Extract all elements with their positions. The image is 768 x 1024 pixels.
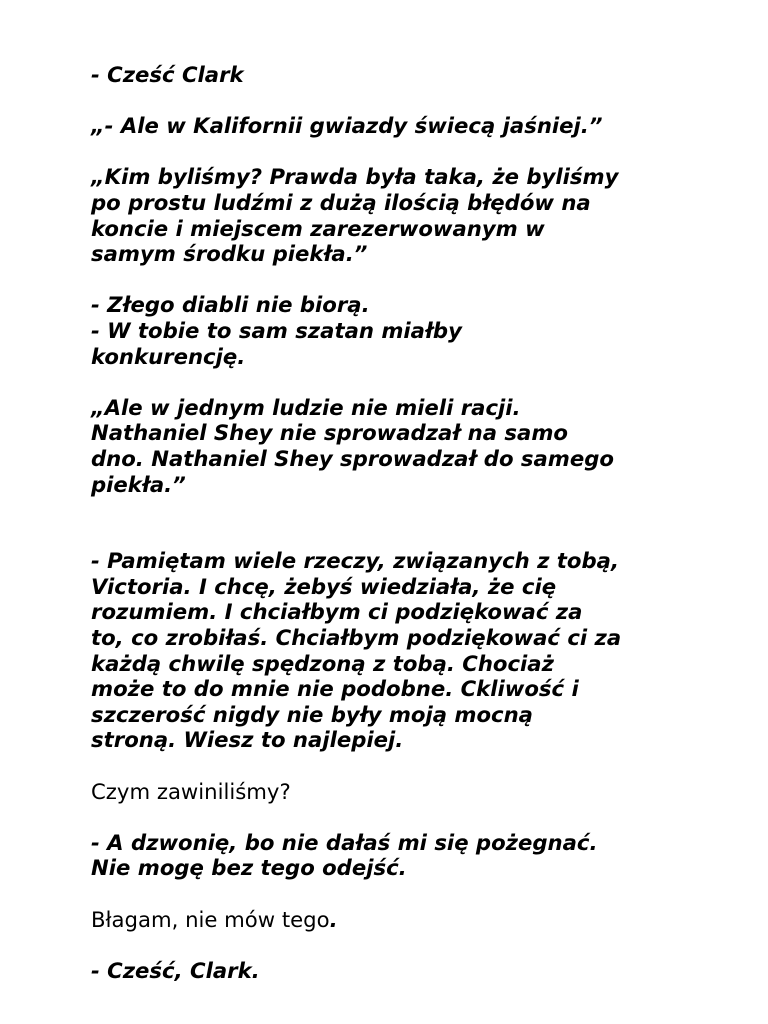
text-line: - Cześć Clark: [91, 62, 244, 87]
blank-line: [91, 523, 691, 549]
text-line: „Ale w jednym ludzie nie mieli racji.: [91, 394, 521, 420]
text-line: szczerość nigdy nie były moją mocną: [91, 701, 533, 727]
text-line: rozumiem. I chciałbym ci podziękować za: [91, 599, 583, 625]
blank-line: [91, 369, 691, 395]
text-line: dno. Nathaniel Shey sprowadzał do samego: [91, 445, 614, 471]
text-line: Victoria. I chcę, żebyś wiedziała, że cię: [91, 573, 557, 599]
text-run: Błagam, nie mów tego: [91, 906, 330, 932]
text-line: po prostu ludźmi z dużą ilością błędów na: [91, 189, 591, 215]
text-line: koncie i miejscem zarezerwowanym w: [91, 215, 545, 241]
text-line: to, co zrobiłaś. Chciałbym podziękować ci za: [91, 625, 622, 651]
text-run: .: [329, 906, 338, 932]
text-line: może to do mnie nie podobne. Ckliwość i: [91, 676, 579, 702]
blank-line: [91, 932, 691, 958]
text-line: - W tobie to sam szatan miałby: [91, 317, 462, 343]
text-line: - A dzwonię, bo nie dałaś mi się pożegnać.: [91, 829, 598, 855]
text-line: „- Ale w Kalifornii gwiazdy świecą jaśniej.”: [91, 113, 603, 139]
blank-line: [91, 753, 691, 779]
document-page: [91, 62, 691, 983]
text-line: Nathaniel Shey nie sprowadzał na samo: [91, 420, 568, 446]
text-line: Nie mogę bez tego odejść.: [91, 855, 407, 881]
text-line: „Kim byliśmy? Prawda była taka, że byliśmy: [91, 164, 619, 190]
blank-line: [91, 804, 691, 830]
text-line: [91, 907, 691, 933]
blank-line: [91, 881, 691, 907]
blank-line: [91, 88, 691, 114]
text-line: piekła.”: [91, 471, 186, 497]
text-line: stroną. Wiesz to najlepiej.: [91, 727, 404, 753]
text-line: Czym zawiniliśmy?: [91, 778, 291, 804]
text-line: konkurencję.: [91, 343, 246, 369]
blank-line: [91, 497, 691, 523]
text-line: - Złego diabli nie biorą.: [91, 292, 370, 318]
blank-line: [91, 139, 691, 165]
text-line: - Cześć, Clark.: [91, 957, 260, 983]
text-line: - Pamiętam wiele rzeczy, związanych z tobą,: [91, 548, 619, 574]
blank-line: [91, 267, 691, 293]
text-line: każdą chwilę spędzoną z tobą. Chociaż: [91, 650, 554, 676]
text-line: samym środku piekła.”: [91, 241, 368, 267]
